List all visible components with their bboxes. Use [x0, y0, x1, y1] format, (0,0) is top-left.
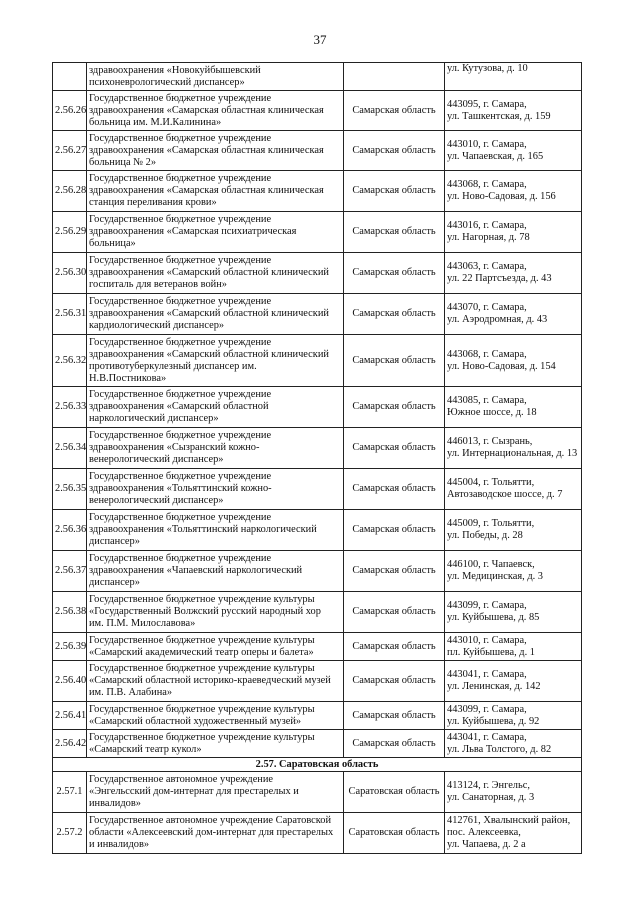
row-number: 2.56.39: [53, 633, 87, 661]
institution-name-line: Государственное бюджетное учреждение культуры: [89, 663, 315, 674]
institution-name-line: здравоохранения «Тольяттинский кожно-: [89, 483, 272, 494]
address-line: 443095, г. Самара,: [447, 98, 527, 110]
row-number: 2.56.42: [53, 730, 87, 758]
address-line: 443068, г. Самара,: [447, 179, 527, 190]
institution-name-line: им. П.В. Алабина»: [89, 687, 173, 698]
address-line: 443041, г. Самара,: [447, 669, 527, 680]
address: [445, 633, 582, 661]
institution-name: [87, 661, 344, 702]
row-number: 2.56.30: [53, 253, 87, 294]
table-row: [53, 91, 582, 131]
table-row: [53, 63, 582, 91]
institution-name: [87, 702, 344, 730]
address: [445, 510, 582, 551]
institution-name: [87, 91, 344, 131]
region: Самарская область: [344, 387, 445, 428]
region: Самарская область: [344, 551, 445, 592]
address-line: ул. Аэродромная, д. 43: [447, 314, 548, 325]
address: [445, 661, 582, 702]
institution-name-line: Государственное бюджетное учреждение: [89, 173, 272, 184]
institution-name: [87, 131, 344, 171]
institution-name-line: диспансер»: [89, 577, 140, 588]
institution-name-line: Государственное бюджетное учреждение: [89, 471, 272, 482]
institution-name-line: Государственное бюджетное учреждение: [89, 132, 272, 144]
institution-name-line: венерологический диспансер»: [89, 454, 224, 465]
table-body: [53, 63, 582, 854]
row-number: 2.56.29: [53, 212, 87, 253]
region: Самарская область: [344, 171, 445, 212]
institution-name-line: «Самарский областной историко-краеведческий музей: [89, 675, 331, 686]
address-line: ул. Льва Толстого, д. 82: [447, 743, 552, 755]
table-row: [53, 702, 582, 730]
row-number: 2.56.36: [53, 510, 87, 551]
institution-name: [87, 469, 344, 510]
address-line: ул. Медицинская, д. 3: [447, 571, 543, 582]
address: [445, 253, 582, 294]
institution-name-line: «Самарский театр кукол»: [89, 743, 202, 755]
institution-name: [87, 63, 344, 91]
institution-name-line: инвалидов»: [89, 798, 141, 809]
address: [445, 730, 582, 758]
row-number: 2.56.26: [53, 91, 87, 131]
address-line: 413124, г. Энгельс,: [447, 780, 530, 791]
address-line: 445004, г. Тольятти,: [447, 477, 535, 488]
region: Самарская область: [344, 469, 445, 510]
row-number: 2.56.38: [53, 592, 87, 633]
region: Самарская область: [344, 212, 445, 253]
institution-name-line: психоневрологический диспансер»: [89, 76, 245, 88]
table-row: [53, 633, 582, 661]
address: [445, 335, 582, 387]
row-number: 2.56.40: [53, 661, 87, 702]
address-line: 443063, г. Самара,: [447, 261, 527, 272]
address: [445, 63, 582, 91]
institution-name: [87, 592, 344, 633]
institution-name-line: Государственное автономное учреждение Саратовской: [89, 815, 332, 826]
address-line: 446013, г. Сызрань,: [447, 436, 533, 447]
address-line: Автозаводское шоссе, д. 7: [447, 489, 563, 500]
row-number: 2.56.33: [53, 387, 87, 428]
institution-name-line: здравоохранения «Новокуйбышевский: [89, 64, 261, 76]
address-line: ул. Интернациональная, д. 13: [447, 448, 578, 459]
institution-name: [87, 813, 344, 854]
institution-name: [87, 551, 344, 592]
institution-name: [87, 428, 344, 469]
institution-name-line: здравоохранения «Самарская психиатрическая: [89, 226, 297, 237]
row-number: 2.56.32: [53, 335, 87, 387]
institution-name-line: Н.В.Постникова»: [89, 372, 167, 384]
institution-name: [87, 212, 344, 253]
address-line: 443099, г. Самара,: [447, 600, 527, 611]
section-header-row: [53, 758, 582, 772]
row-number: 2.57.1: [53, 772, 87, 813]
address-line: пос. Алексеевка,: [447, 827, 521, 838]
institution-name-line: Государственное бюджетное учреждение: [89, 389, 272, 400]
institution-name-line: здравоохранения «Самарский областной клинический: [89, 348, 329, 360]
address-line: 443099, г. Самара,: [447, 703, 527, 715]
region: Самарская область: [344, 510, 445, 551]
address-line: 443070, г. Самара,: [447, 302, 527, 313]
address-line: 443016, г. Самара,: [447, 220, 527, 231]
row-number: 2.57.2: [53, 813, 87, 854]
address-line: ул. Чапаевская, д. 165: [447, 150, 544, 162]
institution-name-line: «Энгельсский дом-интернат для престарелых и: [89, 786, 299, 797]
institution-name: [87, 387, 344, 428]
address-line: 443085, г. Самара,: [447, 395, 527, 406]
institution-name-line: диспансер»: [89, 536, 140, 547]
address: [445, 592, 582, 633]
region: Саратовская область: [344, 813, 445, 854]
table-row: [53, 510, 582, 551]
address-line: пл. Куйбышева, д. 1: [447, 646, 535, 658]
institution-name-line: Государственное бюджетное учреждение: [89, 92, 272, 104]
address-line: 443068, г. Самара,: [447, 348, 527, 360]
region: Самарская область: [344, 661, 445, 702]
table-row: [53, 551, 582, 592]
institution-name-line: кардиологический диспансер»: [89, 320, 225, 331]
region: Самарская область: [344, 592, 445, 633]
institution-name-line: здравоохранения «Чапаевский наркологический: [89, 565, 303, 576]
institution-name-line: им. П.М. Милославова»: [89, 618, 196, 629]
institution-name-line: Государственное бюджетное учреждение культуры: [89, 731, 315, 743]
institution-name-line: здравоохранения «Сызранский кожно-: [89, 442, 260, 453]
institution-name-line: Государственное бюджетное учреждение: [89, 336, 272, 348]
address: [445, 294, 582, 335]
institution-name-line: противотуберкулезный диспансер им.: [89, 360, 257, 372]
page-number: 37: [313, 32, 327, 47]
institution-name-line: здравоохранения «Самарский областной клинический: [89, 267, 329, 278]
address-line: 443010, г. Самара,: [447, 138, 527, 150]
institution-name-line: больница им. М.И.Калинина»: [89, 116, 222, 128]
region: Самарская область: [344, 335, 445, 387]
table-row: [53, 469, 582, 510]
institution-name-line: здравоохранения «Самарская областная клиническая: [89, 144, 324, 156]
table-row: [53, 661, 582, 702]
table-row: [53, 171, 582, 212]
institution-name-line: больница»: [89, 238, 136, 249]
region: Самарская область: [344, 428, 445, 469]
address-line: ул. Куйбышева, д. 85: [447, 612, 540, 623]
region: Саратовская область: [344, 772, 445, 813]
table-row: [53, 813, 582, 854]
row-number: 2.56.34: [53, 428, 87, 469]
address: [445, 702, 582, 730]
institution-name-line: «Государственный Волжский русский народный хор: [89, 606, 321, 617]
row-number: [53, 63, 87, 91]
address-line: ул. Ново-Садовая, д. 154: [447, 360, 556, 372]
table-row: [53, 253, 582, 294]
region: Самарская область: [344, 702, 445, 730]
row-number: 2.56.28: [53, 171, 87, 212]
address-line: 443041, г. Самара,: [447, 731, 527, 743]
institution-name-line: области «Алексеевский дом-интернат для престарелых: [89, 827, 334, 838]
institution-name-line: «Самарский академический театр оперы и балета»: [89, 646, 314, 658]
institution-name-line: госпиталь для ветеранов войн»: [89, 279, 227, 290]
region: Самарская область: [344, 253, 445, 294]
region: [344, 63, 445, 91]
institution-name-line: «Самарский областной художественный музей»: [89, 715, 302, 727]
table-row: [53, 294, 582, 335]
institutions-table: [52, 62, 582, 854]
institution-name-line: наркологический диспансер»: [89, 413, 219, 424]
region: Самарская область: [344, 131, 445, 171]
institution-name-line: больница № 2»: [89, 156, 157, 168]
row-number: 2.56.41: [53, 702, 87, 730]
address: [445, 171, 582, 212]
address-line: ул. Куйбышева, д. 92: [447, 715, 540, 727]
institution-name-line: и инвалидов»: [89, 839, 150, 850]
table-row: [53, 212, 582, 253]
address-line: ул. Чапаева, д. 2 а: [447, 839, 526, 850]
institution-name-line: Государственное бюджетное учреждение: [89, 553, 272, 564]
address-line: Южное шоссе, д. 18: [447, 407, 537, 418]
region: Самарская область: [344, 91, 445, 131]
table-row: [53, 730, 582, 758]
table-row: [53, 772, 582, 813]
table-row: [53, 335, 582, 387]
institution-name-line: Государственное автономное учреждение: [89, 774, 274, 785]
institution-name-line: Государственное бюджетное учреждение: [89, 512, 272, 523]
region: Самарская область: [344, 633, 445, 661]
address: [445, 212, 582, 253]
address: [445, 469, 582, 510]
address: [445, 551, 582, 592]
institution-name: [87, 253, 344, 294]
institution-name-line: станция переливания крови»: [89, 197, 217, 208]
address-line: ул. Победы, д. 28: [447, 530, 523, 541]
institution-name-line: здравоохранения «Самарская областная клиническая: [89, 185, 324, 196]
row-number: 2.56.31: [53, 294, 87, 335]
address-line: 443010, г. Самара,: [447, 634, 527, 646]
address-line: 446100, г. Чапаевск,: [447, 559, 535, 570]
address: [445, 772, 582, 813]
section-title: 2.57. Саратовская область: [53, 758, 582, 772]
address: [445, 428, 582, 469]
address-line: ул. Нагорная, д. 78: [447, 232, 530, 243]
institution-name-line: здравоохранения «Самарский областной: [89, 401, 269, 412]
region: Самарская область: [344, 294, 445, 335]
institution-name: [87, 171, 344, 212]
institution-name-line: здравоохранения «Тольяттинский наркологический: [89, 524, 317, 535]
address: [445, 813, 582, 854]
address: [445, 91, 582, 131]
institution-name-line: Государственное бюджетное учреждение культуры: [89, 594, 315, 605]
institution-name-line: Государственное бюджетное учреждение культуры: [89, 634, 315, 646]
institution-name: [87, 335, 344, 387]
institution-name: [87, 294, 344, 335]
row-number: 2.56.27: [53, 131, 87, 171]
address-line: ул. Кутузова, д. 10: [447, 63, 528, 74]
region: Самарская область: [344, 730, 445, 758]
row-number: 2.56.37: [53, 551, 87, 592]
address-line: 445009, г. Тольятти,: [447, 518, 535, 529]
institution-name-line: Государственное бюджетное учреждение: [89, 255, 272, 266]
row-number: 2.56.35: [53, 469, 87, 510]
table-row: [53, 592, 582, 633]
institution-name-line: здравоохранения «Самарский областной клинический: [89, 308, 329, 319]
institution-name-line: Государственное бюджетное учреждение культуры: [89, 703, 315, 715]
institution-name-line: Государственное бюджетное учреждение: [89, 430, 272, 441]
institution-name-line: Государственное бюджетное учреждение: [89, 214, 272, 225]
address-line: ул. Санаторная, д. 3: [447, 792, 535, 803]
institution-name-line: Государственное бюджетное учреждение: [89, 296, 272, 307]
address-line: ул. Ново-Садовая, д. 156: [447, 191, 556, 202]
address-line: ул. 22 Партсъезда, д. 43: [447, 273, 552, 284]
institution-name: [87, 772, 344, 813]
institution-name: [87, 510, 344, 551]
table-row: [53, 131, 582, 171]
institution-name-line: здравоохранения «Самарская областная клиническая: [89, 104, 324, 116]
institution-name: [87, 633, 344, 661]
address: [445, 131, 582, 171]
institution-name-line: венерологический диспансер»: [89, 495, 224, 506]
institution-name: [87, 730, 344, 758]
table-row: [53, 428, 582, 469]
table-row: [53, 387, 582, 428]
address-line: ул. Ленинская, д. 142: [447, 681, 541, 692]
address-line: ул. Ташкентская, д. 159: [447, 110, 551, 122]
address-line: 412761, Хвалынский район,: [447, 815, 571, 826]
address: [445, 387, 582, 428]
